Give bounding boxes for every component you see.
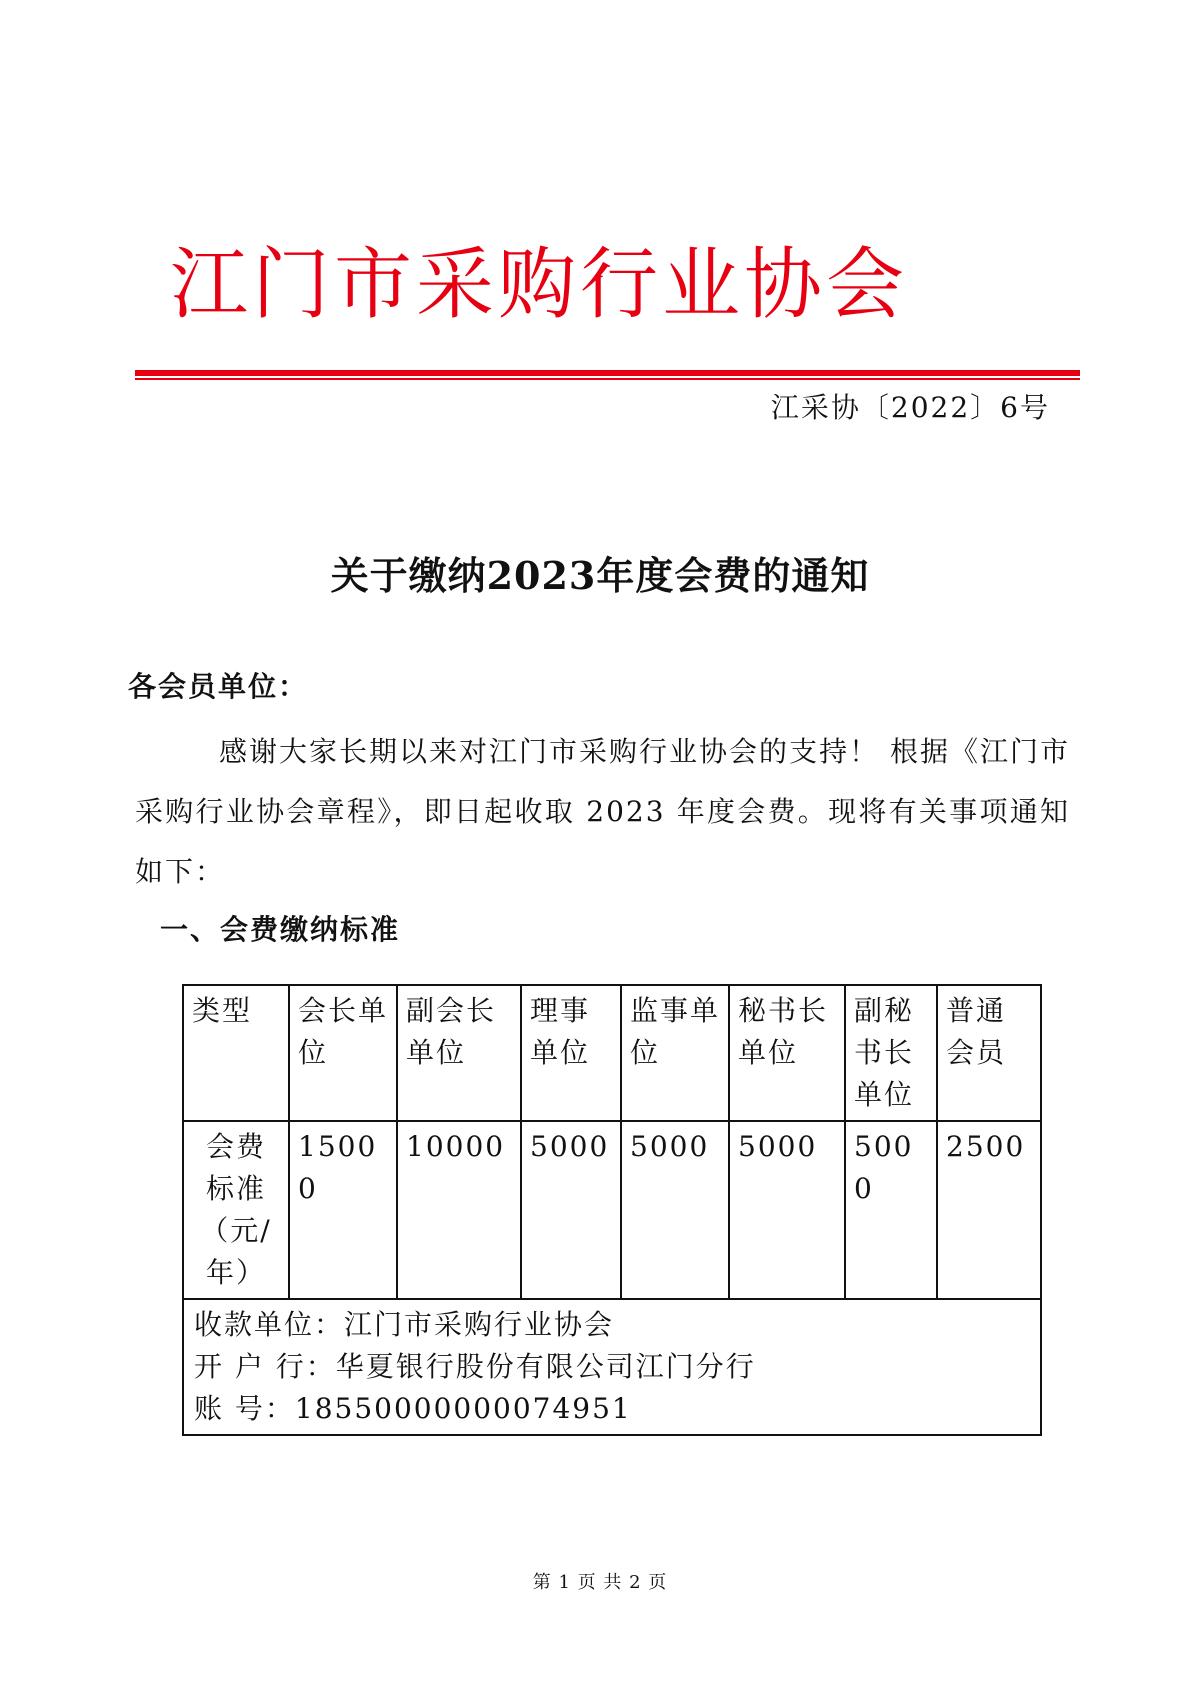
fee-value-secretary-general: 5000 (729, 1121, 845, 1299)
letterhead-red-rule-thin (135, 378, 1080, 380)
bank-line: 开 户 行：华夏银行股份有限公司江门分行 (194, 1350, 756, 1383)
fee-value-director: 5000 (521, 1121, 621, 1299)
salutation: 各会员单位： (128, 670, 309, 703)
page-footer: 第 1 页 共 2 页 (532, 1572, 668, 1593)
header-cell-deputy-secretary-general: 副秘书长单位 (845, 985, 937, 1121)
letterhead-red-rule (135, 370, 1080, 376)
body-paragraph: 感谢大家长期以来对江门市采购行业协会的支持！ 根据《江门市采购行业协会章程》，即日起收取 2023 年度会费。现将有关事项通知如下： (135, 735, 1070, 888)
payee-line: 收款单位：江门市采购行业协会 (194, 1308, 615, 1341)
header-cell-vice-president: 副会长单位 (397, 985, 521, 1121)
fee-table-payment-row (183, 1299, 1041, 1435)
header-cell-president: 会长单位 (289, 985, 397, 1121)
fee-table (182, 984, 1042, 1436)
fee-value-president: 15000 (289, 1121, 397, 1299)
header-cell-type: 类型 (183, 985, 289, 1121)
header-cell-secretary-general: 秘书长单位 (729, 985, 845, 1121)
account-line: 账 号：18550000000074951 (194, 1392, 632, 1425)
fee-value-supervisor: 5000 (621, 1121, 729, 1299)
document-title: 关于缴纳2023年度会费的通知 (330, 553, 870, 598)
fee-value-vice-president: 10000 (397, 1121, 521, 1299)
document-number: 江采协〔2022〕6号 (770, 391, 1050, 424)
header-cell-supervisor: 监事单位 (621, 985, 729, 1121)
fee-value-ordinary-member: 2500 (937, 1121, 1041, 1299)
section-heading: 一、会费缴纳标准 (160, 913, 401, 946)
fee-table-value-row (183, 1121, 1041, 1299)
payment-info-cell (183, 1299, 1041, 1435)
header-cell-ordinary-member: 普通会员 (937, 985, 1041, 1121)
fee-table-header-row (183, 985, 1041, 1121)
header-cell-director: 理事单位 (521, 985, 621, 1121)
fee-value-deputy-secretary-general: 5000 (845, 1121, 937, 1299)
row-label-fee-standard: 会费标准（元/年） (183, 1121, 289, 1299)
letterhead-org-name: 江门市采购行业协会 (170, 240, 909, 330)
